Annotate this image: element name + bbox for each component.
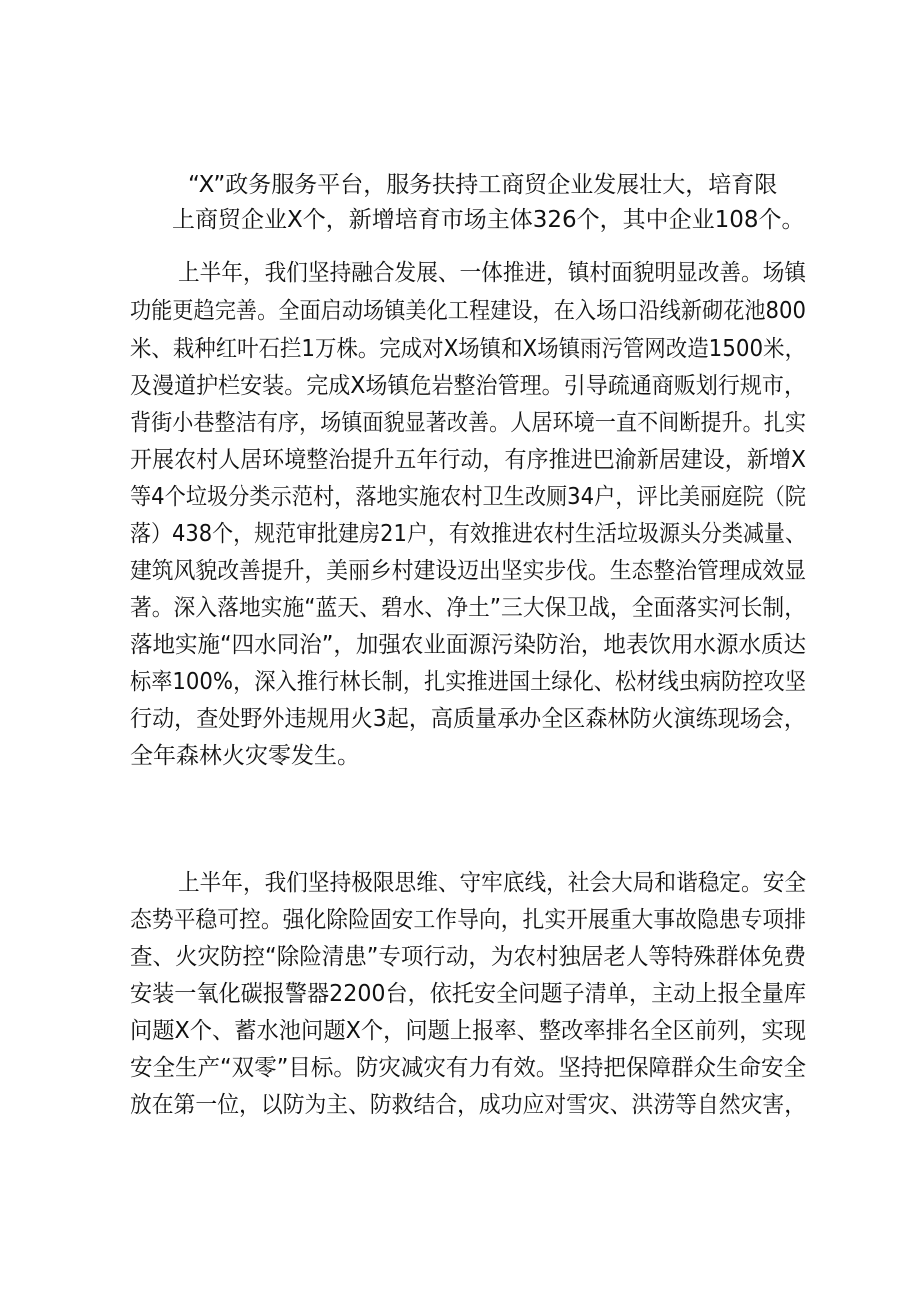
text-line: 态势平稳可控。强化除险固安工作导向，扎实开展重大事故隐患专项排 xyxy=(130,907,806,933)
text-line: 落）438个，规范审批建房21户，有效推进农村生活垃圾源头分类减量、 xyxy=(130,521,806,547)
text-line: 安装一氧化碳报警器2200台，依托安全问题子清单，主动上报全量库 xyxy=(130,981,806,1007)
text-line: 等4个垃圾分类示范村，落地实施农村卫生改厕34户，评比美丽庭院（院 xyxy=(130,484,806,510)
text-line: 落地实施“四水同治”，加强农业面源污染防治，地表饮用水源水质达 xyxy=(130,632,806,658)
text-line: 功能更趋完善。全面启动场镇美化工程建设，在入场口沿线新砌花池800 xyxy=(130,298,806,324)
text-line: 安全生产“双零”目标。防灾减灾有力有效。坚持把保障群众生命安全 xyxy=(130,1055,806,1081)
text-line: 全年森林火灾零发生。 xyxy=(130,743,360,769)
text-line: 查、火灾防控“除险清患”专项行动，为农村独居老人等特殊群体免费 xyxy=(130,944,806,970)
text-line: 上半年，我们坚持极限思维、守牢底线，社会大局和谐稳定。安全 xyxy=(178,870,806,896)
text-line: “X”政务服务平台，服务扶持工商贸企业发展壮大，培育限 xyxy=(188,172,778,198)
text-line: 米、栽种红叶石拦1万株。完成对X场镇和X场镇雨污管网改造1500米， xyxy=(130,336,806,362)
text-line: 放在第一位，以防为主、防救结合，成功应对雪灾、洪涝等自然灾害， xyxy=(130,1092,806,1118)
text-line: 背街小巷整洁有序，场镇面貌显著改善。人居环境一直不间断提升。扎实 xyxy=(130,410,806,436)
text-line: 建筑风貌改善提升，美丽乡村建设迈出坚实步伐。生态整治管理成效显 xyxy=(130,558,806,584)
text-line: 上商贸企业X个，新增培育市场主体326个，其中企业108个。 xyxy=(172,207,805,233)
text-line: 及漫道护栏安装。完成X场镇危岩整治管理。引导疏通商贩划行规市， xyxy=(130,373,806,399)
text-line: 问题X个、蓄水池问题X个，问题上报率、整改率排名全区前列，实现 xyxy=(130,1018,806,1044)
text-line xyxy=(0,813,920,847)
text-line: 标率100%，深入推行林长制，扎实推进国土绿化、松材线虫病防控攻坚 xyxy=(130,669,806,695)
text-line: 上半年，我们坚持融合发展、一体推进，镇村面貌明显改善。场镇 xyxy=(178,260,806,286)
text-line: 著。深入落地实施“蓝天、碧水、净土”三大保卫战，全面落实河长制， xyxy=(130,595,806,621)
text-line: 开展农村人居环境整治提升五年行动，有序推进巴渝新居建设，新增X xyxy=(130,447,806,473)
text-line xyxy=(0,776,920,810)
text-line: 行动，查处野外违规用火3起，高质量承办全区森林防火演练现场会， xyxy=(130,706,806,732)
